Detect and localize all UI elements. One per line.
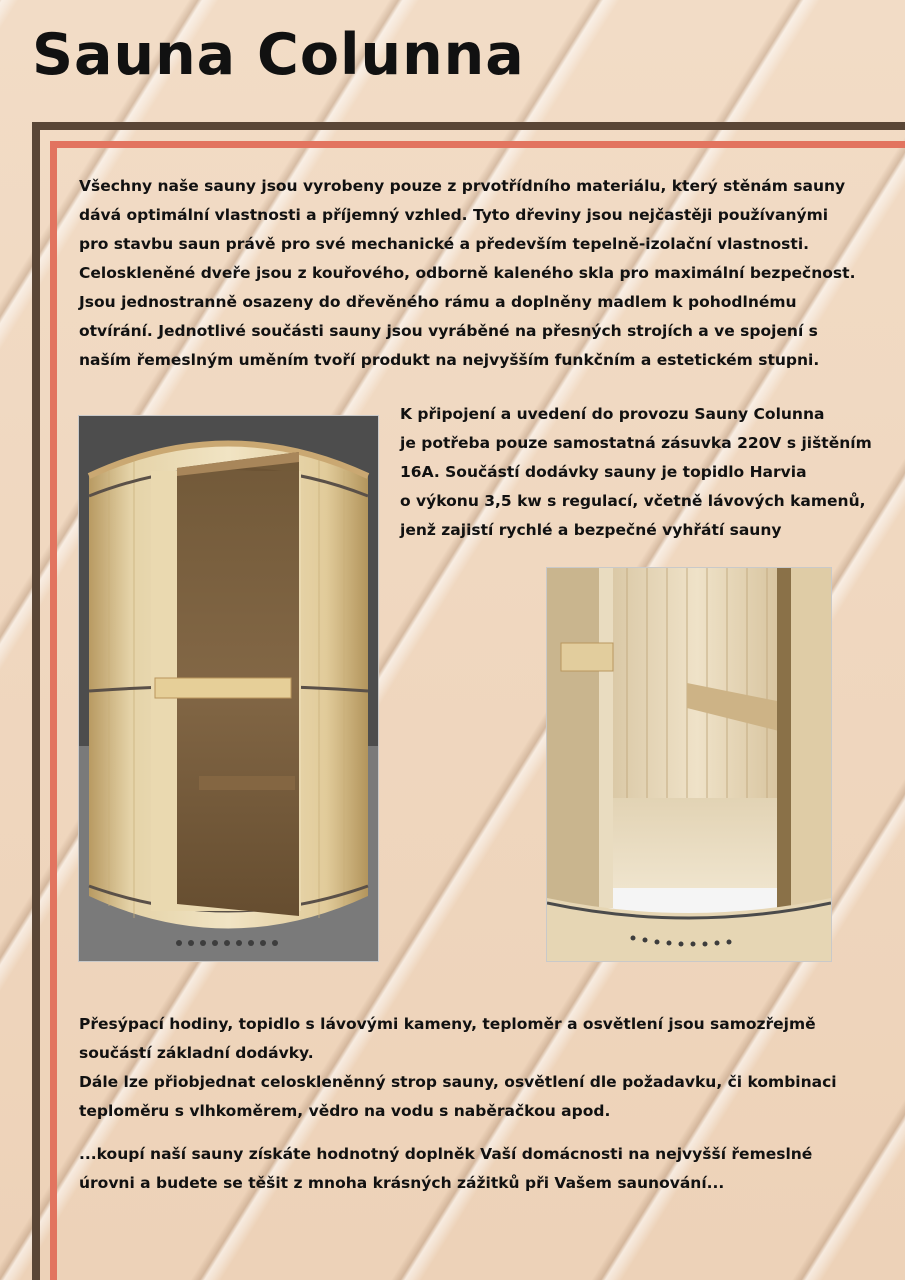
connection-paragraph bbox=[400, 400, 895, 545]
intro-line: otvírání. Jednotlivé součásti sauny jsou vyráběné na přesných strojích a ve spojení s bbox=[79, 322, 818, 340]
intro-paragraph bbox=[79, 172, 889, 375]
intro-line: pro stavbu saun právě pro své mechanické a především tepelně-izolační vlastnosti. bbox=[79, 235, 810, 253]
connection-line: o výkonu 3,5 kw s regulací, včetně lávových kamenů, bbox=[400, 492, 866, 510]
sauna-exterior-photo bbox=[78, 415, 379, 962]
intro-line: Jsou jednostranně osazeny do dřevěného rámu a doplněny madlem k pohodlnému bbox=[79, 293, 797, 311]
connection-line: 16A. Součástí dodávky sauny je topidlo Harvia bbox=[400, 463, 807, 481]
intro-line: Všechny naše sauny jsou vyrobeny pouze z prvotřídního materiálu, který stěnám sauny bbox=[79, 177, 846, 195]
closing-paragraph bbox=[79, 1140, 889, 1198]
sauna-interior-photo bbox=[546, 567, 832, 962]
closing-line: úrovni a budete se těšit z mnoha krásných zážitků při Vašem saunování... bbox=[79, 1174, 725, 1192]
included-line: součástí základní dodávky. bbox=[79, 1044, 314, 1062]
included-line: teploměru s vlhkoměrem, vědro na vodu s naběračkou apod. bbox=[79, 1102, 611, 1120]
connection-line: je potřeba pouze samostatná zásuvka 220V s jištěním bbox=[400, 434, 872, 452]
closing-line: ...koupí naší sauny získáte hodnotný doplněk Vaší domácnosti na nejvyšší řemeslné bbox=[79, 1145, 813, 1163]
frame-border-red-left bbox=[50, 141, 57, 1280]
intro-line: dává optimální vlastnosti a příjemný vzhled. Tyto dřeviny jsou nejčastěji používanými bbox=[79, 206, 829, 224]
connection-line: jenž zajistí rychlé a bezpečné vyhřátí sauny bbox=[400, 521, 782, 539]
frame-border-dark-top bbox=[32, 122, 905, 130]
included-line: Dále lze přiobjednat celoskleněnný strop sauny, osvětlení dle požadavku, či kombinaci bbox=[79, 1073, 837, 1091]
frame-border-dark-left bbox=[32, 122, 40, 1280]
page-title: Sauna Colunna bbox=[32, 22, 525, 88]
included-line: Přesýpací hodiny, topidlo s lávovými kameny, teploměr a osvětlení jsou samozřejmě bbox=[79, 1015, 816, 1033]
intro-line: naším řemeslným uměním tvoří produkt na nejvyšším funkčním a estetickém stupni. bbox=[79, 351, 820, 369]
frame-border-red-top bbox=[50, 141, 905, 148]
included-items-paragraph bbox=[79, 1010, 889, 1126]
connection-line: K připojení a uvedení do provozu Sauny Colunna bbox=[400, 405, 825, 423]
intro-line: Celoskleněné dveře jsou z kouřového, odborně kaleného skla pro maximální bezpečnost. bbox=[79, 264, 856, 282]
